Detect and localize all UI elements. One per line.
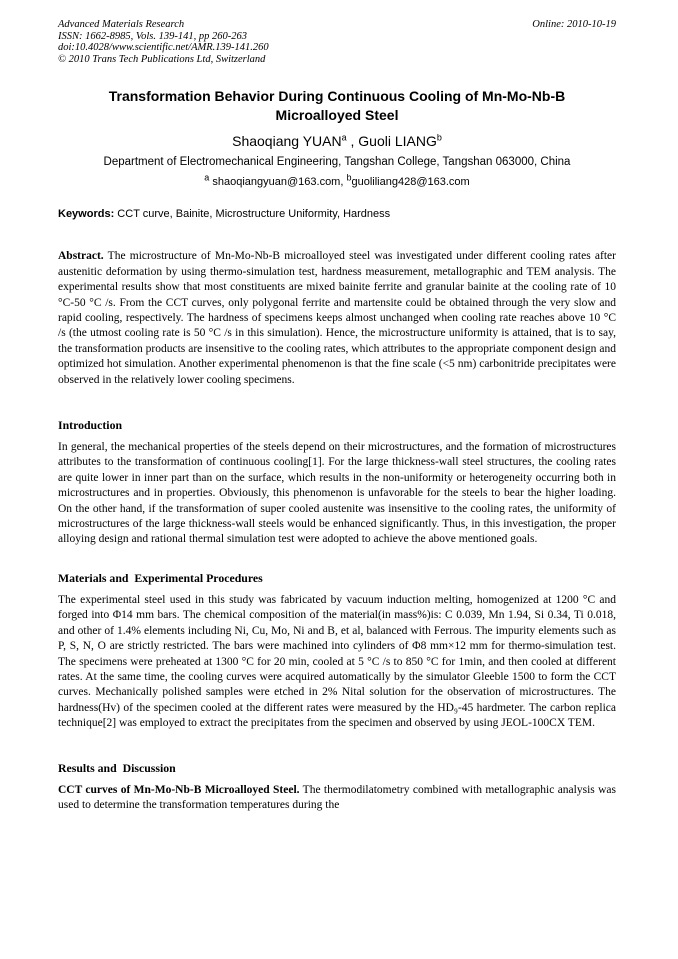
email-1: shaoqiangyuan@163.com, bbox=[209, 176, 347, 189]
authors-line bbox=[58, 131, 616, 151]
online-date: Online: 2010-10-19 bbox=[532, 19, 616, 30]
author-2-name: Guoli LIANG bbox=[358, 133, 437, 150]
section-heading-results: Results and Discussion bbox=[58, 760, 176, 775]
journal-name: Advanced Materials Research bbox=[58, 19, 185, 30]
journal-header bbox=[58, 19, 616, 65]
results-text: The thermodilatometry combined with metallographic analysis was used to determine the transformation temperatures during the bbox=[58, 783, 616, 811]
email-2: guoliliang428@163.com bbox=[351, 176, 470, 189]
materials-paragraph: The experimental steel used in this study was fabricated by vacuum induction melting, homogenized at 1200 °C and forged into Φ14 mm bars. The chemical composition of the material(in mass%)is: C 0.039, Mn 1.94, Si 0.34, Ti 0.018, and other of 1.4% elements including Ni, Cu, Mo, Ni and B, et al, balanced with Ferrous. The impurity elements such as P, S, N, O are strictly restricted. The bars were machined into cylinders of Φ8 mm×12 mm for thermo-simulation test. The specimens were preheated at 1300 °C for 20 min, cooled at 5 °C /s to 850 °C for 1min, and then cooled at different rates. At the same time, the cooling curves were acquired automatically by the simulator Gleeble 1500 to form the CCT curves. Mechanically polished samples were etched in 2% Nital solution for the observation of microstructures. The hardness(Hv) of the specimen cooled at the different rates were measured by the HD₉-45 hardmeter. The carbon replica technique[2] was employed to extract the precipitates from the specimen and observed by using JEOL-100CX TEM. bbox=[58, 593, 616, 730]
affiliation: Department of Electromechanical Engineering, Tangshan College, Tangshan 063000, China bbox=[103, 156, 571, 169]
paper-title-line1: Transformation Behavior During Continuous Cooling of Mn-Mo-Nb-B bbox=[108, 88, 566, 105]
author-2-superscript: b bbox=[436, 132, 442, 143]
abstract-label: Abstract. bbox=[58, 250, 104, 263]
copyright-line: © 2010 Trans Tech Publications Ltd, Switzerland bbox=[58, 53, 266, 65]
issn-line: ISSN: 1662-8985, Vols. 139-141, pp 260-263 bbox=[58, 30, 247, 42]
author-1-name: Shaoqiang YUAN bbox=[232, 133, 342, 150]
keywords-label: Keywords: bbox=[58, 208, 115, 221]
paper-title-line2: Microalloyed Steel bbox=[275, 107, 399, 124]
introduction-paragraph: In general, the mechanical properties of the steels depend on their microstructures, and the formation of microstructures attributes to the transformation of continuous cooling[1]. For the large thickness-wall steel structures, the cooling rates are quite lower in inner part than on the surface, which results in the non-uniformity or heterogeneity occurring both in microstructures and in properties. Obviously, this phenomenon is unfavorable for the steels to bear the higher loading. On the other hand, if the transformation of super cooled austenite was insensitive to the cooling rates, the uniformity of microstructures of the large thickness-wall steels would be enhanced significantly. Thus, in this investigation, the proper alloying design and rational thermal simulation test were adopted to achieve the above mentioned goals. bbox=[58, 441, 616, 546]
authors-separator: , bbox=[346, 133, 359, 150]
author-1-superscript: a bbox=[341, 132, 347, 143]
section-heading-introduction: Introduction bbox=[58, 418, 123, 433]
email-1-superscript: a bbox=[204, 172, 210, 183]
keywords-text: CCT curve, Bainite, Microstructure Uniformity, Hardness bbox=[114, 208, 391, 221]
results-lead: CCT curves of Mn-Mo-Nb-B Microalloyed Steel. bbox=[58, 783, 300, 796]
journal-header-left bbox=[58, 19, 269, 65]
results-paragraph bbox=[58, 783, 616, 814]
abstract-paragraph bbox=[58, 249, 616, 388]
abstract-text: The microstructure of Mn-Mo-Nb-B microalloyed steel was investigated under different cooling rates after austenitic deformation by using thermo-simulation test, hardness measurement, metallographic and TEM analysis. The experimental results show that most constituents are mixed bainite ferrite and granular bainite at the cooling rate of 10 °C-50 °C /s. From the CCT curves, only polygonal ferrite and martensite could be obtained through the very slow and rapid cooling, respectively. The hardness of specimens keeps almost unchanged when cooling rate reaches above 10 °C /s (the utmost cooling rate is 50 °C /s in this simulation). Hence, the microstructure uniformity is attained, that is to say, the transformation products are insensitive to the cooling rates, which attributes to the appropriate component design and optimized hot simulation. Another experimental phenomenon is that the fine scale (<5 nm) carbonitride precipitates were observed in the relatively lower cooling specimens. bbox=[58, 250, 616, 386]
email-line bbox=[58, 174, 616, 190]
keywords-line bbox=[58, 207, 616, 222]
section-heading-materials: Materials and Experimental Procedures bbox=[58, 570, 263, 585]
email-2-superscript: b bbox=[346, 172, 352, 183]
paper-title bbox=[58, 87, 616, 125]
doi-line: doi:10.4028/www.scientific.net/AMR.139-141.260 bbox=[58, 42, 269, 54]
